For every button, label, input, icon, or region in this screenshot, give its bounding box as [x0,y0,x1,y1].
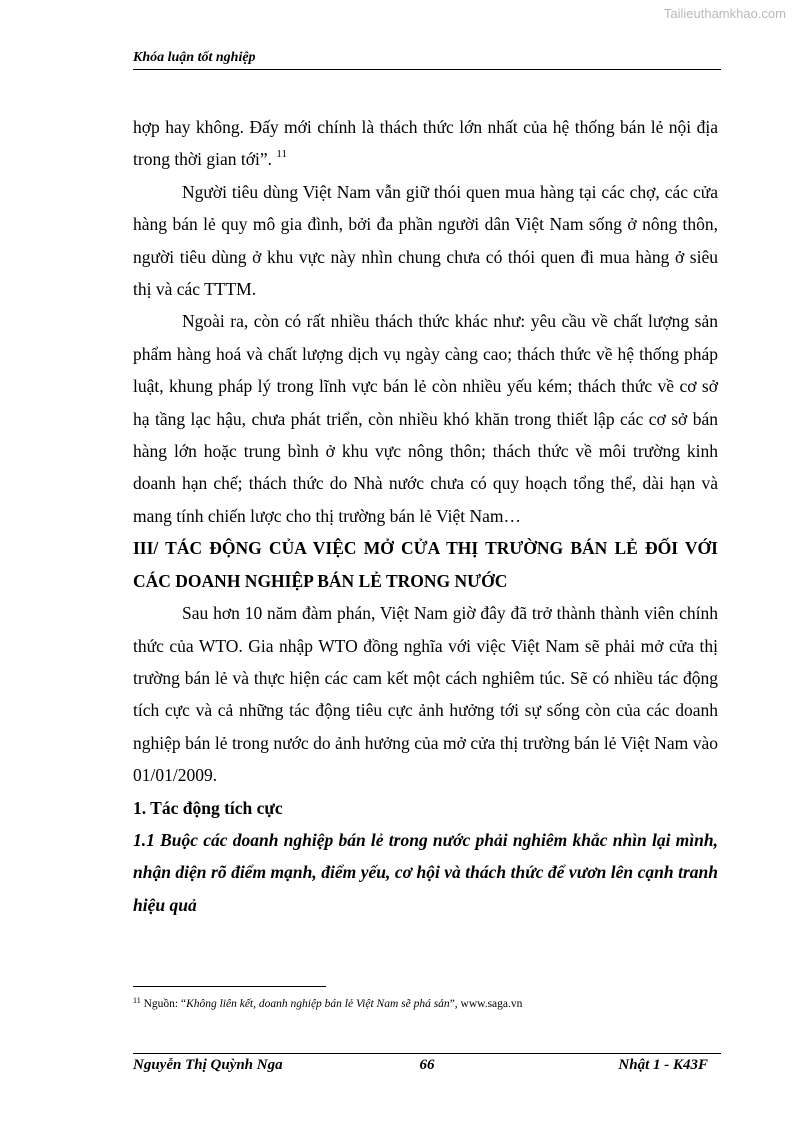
paragraph-consumer-habits: Người tiêu dùng Việt Nam vẫn giữ thói quen mua hàng tại các chợ, các cửa hàng bán lẻ quy mô gia đình, bởi đa phần người dân Việt Nam sống ở nông thôn, người tiêu dùng ở khu vực này nhìn chung chưa có thói quen đi mua hàng ở siêu thị và các TTTM. [133,181,718,300]
watermark-text: Tailieuthamkhao.com [663,6,786,21]
footnote-number: 11 [133,996,141,1005]
page-header-title: Khóa luận tốt nghiệp [133,50,256,65]
footnote-suffix: ”, www.saga.vn [449,998,523,1010]
paragraph-other-challenges: Ngoài ra, còn có rất nhiều thách thức khác như: yêu cầu về chất lượng sản phẩm hàng hoá và chất lượng dịch vụ ngày càng cao; thách thức về hệ thống pháp luật, khung pháp lý trong lĩnh vực bán lẻ còn nhiều yếu kém; thách thức về cơ sở hạ tầng lạc hậu, chưa phát triển, còn nhiều khó khăn trong thiết lập các cơ sở bán hàng lớn hoặc trung bình ở khu vực nông thôn; thách thức về môi trường kinh doanh hạn chế; thách thức do Nhà nước chưa có quy hoạch tổng thể, dài hạn và mang tính chiến lược cho thị trường bán lẻ Việt Nam… [133,311,718,526]
footnote [133,994,718,1011]
footer-divider [133,1053,721,1054]
header-divider [133,69,721,70]
footer-author: Nguyễn Thị Quỳnh Nga [133,1057,283,1073]
footer-class-code: Nhật 1 - K43F [618,1057,708,1073]
paragraph-text: hợp hay không. Đấy mới chính là thách thức lớn nhất của hệ thống bán lẻ nội địa trong thời gian tới”. [133,117,718,170]
main-content [133,111,718,921]
paragraph-continuation [133,111,718,176]
section-heading: III/ TÁC ĐỘNG CỦA VIỆC MỞ CỬA THỊ TRƯỜNG BÁN LẺ ĐỐI VỚI CÁC DOANH NGHIỆP BÁN LẺ TRONG NƯỚC [133,538,718,591]
footnote-divider [133,986,326,987]
paragraph-wto-intro: Sau hơn 10 năm đàm phán, Việt Nam giờ đây đã trở thành thành viên chính thức của WTO. Gia nhập WTO đồng nghĩa với việc Việt Nam sẽ phải mở cửa thị trường bán lẻ và thực hiện các cam kết một cách nghiêm túc. Sẽ có nhiều tác động tích cực và cả những tác động tiêu cực ảnh hưởng tới sự sống còn của các doanh nghiệp bán lẻ trong nước do ảnh hưởng của mở cửa thị trường bán lẻ Việt Nam vào 01/01/2009. [133,603,718,786]
footnote-prefix: Nguồn: “ [140,998,187,1010]
footnote-source-title: Không liên kết, doanh nghiệp bán lẻ Việt Nam sẽ phá sản [186,998,450,1010]
subsection-heading: 1. Tác động tích cực [133,797,283,818]
footnote-reference[interactable]: 11 [276,148,288,161]
page-number: 66 [419,1057,435,1073]
subsubsection-heading: 1.1 Buộc các doanh nghiệp bán lẻ trong nước phải nghiêm khắc nhìn lại mình, nhận diện rõ điểm mạnh, điểm yếu, cơ hội và thách thức để vươn lên cạnh tranh hiệu quả [133,829,718,915]
